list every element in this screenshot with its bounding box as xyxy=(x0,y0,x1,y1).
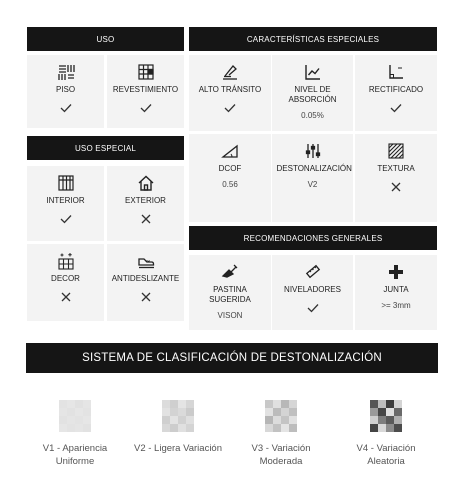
caracteristica-label: TEXTURA xyxy=(377,164,415,173)
check-icon xyxy=(223,101,237,115)
uso-especial-header: USO ESPECIAL xyxy=(27,136,184,160)
uso-especial-exterior xyxy=(107,166,184,241)
tile-swatch xyxy=(59,400,67,408)
recomendaciones-header: RECOMENDACIONES GENERALES xyxy=(189,226,437,250)
uso-revestimiento xyxy=(107,55,184,128)
cross-icon xyxy=(59,290,73,304)
tile-swatch xyxy=(273,416,281,424)
caracteristica-rectificado xyxy=(355,55,437,131)
dcof-slope-icon xyxy=(221,142,239,160)
check-icon xyxy=(139,101,153,115)
tile-swatch xyxy=(170,400,178,408)
tile-swatch xyxy=(67,424,75,432)
caracteristica-label: DESTONALIZACIÓN xyxy=(276,164,352,173)
caracteristica-value: V2 xyxy=(307,180,318,189)
uso-especial-label: DECOR xyxy=(51,274,80,283)
tile-swatch xyxy=(162,424,170,432)
tile-swatch xyxy=(186,400,194,408)
tile-swatch xyxy=(59,424,67,432)
recomendacion-junta xyxy=(355,255,437,330)
caracteristica-textura xyxy=(355,134,437,222)
tile-swatch xyxy=(281,424,289,432)
tile-swatch xyxy=(386,424,394,432)
tile-swatch xyxy=(67,416,75,424)
high-traffic-icon xyxy=(221,63,239,81)
tile-swatch xyxy=(370,408,378,416)
check-icon xyxy=(59,212,73,226)
tile-swatch xyxy=(394,400,402,408)
shade-level-v1 xyxy=(26,376,124,468)
plus-joint-icon xyxy=(387,263,405,281)
recomendacion-label: PASTINA SUGERIDA xyxy=(209,285,251,304)
tile-swatch xyxy=(289,400,297,408)
recomendacion-niveladores xyxy=(272,255,353,330)
shade-level-v4 xyxy=(337,376,435,468)
tile-swatch xyxy=(75,408,83,416)
shade-level-name: V1 - Apariencia Uniforme xyxy=(42,443,108,467)
recomendacion-value: >= 3mm xyxy=(381,301,411,310)
shade-level-name: V2 - Ligera Variación xyxy=(133,443,222,454)
recomendacion-pastina xyxy=(189,255,271,330)
leveler-icon xyxy=(304,263,322,281)
uso-especial-antideslizante xyxy=(107,244,184,321)
tile-swatch xyxy=(370,416,378,424)
shade-level-v2 xyxy=(129,376,227,455)
v1-tile-grid-icon xyxy=(59,400,91,432)
tile-swatch xyxy=(83,424,91,432)
caracteristica-label: ALTO TRÁNSITO xyxy=(198,85,262,94)
caracteristica-nivel-absorcion xyxy=(272,55,353,131)
caracteristica-value: 0.56 xyxy=(222,180,238,189)
tile-swatch xyxy=(289,408,297,416)
tile-swatch xyxy=(378,416,386,424)
tile-swatch xyxy=(394,424,402,432)
tile-swatch xyxy=(370,424,378,432)
tile-swatch xyxy=(370,400,378,408)
recomendacion-label: JUNTA xyxy=(383,285,409,294)
tile-swatch xyxy=(170,408,178,416)
tile-swatch xyxy=(162,416,170,424)
check-icon xyxy=(389,101,403,115)
check-icon xyxy=(59,101,73,115)
uso-piso xyxy=(27,55,104,128)
tile-swatch xyxy=(170,416,178,424)
tile-swatch xyxy=(178,408,186,416)
caracteristica-label: RECTIFICADO xyxy=(368,85,424,94)
shade-level-name: V4 - Variación Aleatoria xyxy=(356,443,416,467)
tile-swatch xyxy=(273,424,281,432)
tile-swatch xyxy=(394,408,402,416)
rectified-angle-icon xyxy=(387,63,405,81)
shade-level-name: V3 - Variación Moderada xyxy=(251,443,311,467)
tile-swatch xyxy=(162,400,170,408)
tile-swatch xyxy=(83,408,91,416)
sistema-title: SISTEMA DE CLASIFICACIÓN DE DESTONALIZACIÓN xyxy=(26,343,438,373)
tile-swatch xyxy=(75,416,83,424)
uso-especial-interior xyxy=(27,166,104,241)
tile-swatch xyxy=(67,408,75,416)
tile-swatch xyxy=(75,400,83,408)
tile-swatch xyxy=(289,416,297,424)
tile-swatch xyxy=(178,400,186,408)
tile-swatch xyxy=(178,424,186,432)
uso-especial-label: EXTERIOR xyxy=(125,196,166,205)
uso-especial-decor xyxy=(27,244,104,321)
caracteristica-label: DCOF xyxy=(218,164,242,173)
sliders-icon xyxy=(304,142,322,160)
uso-especial-label: INTERIOR xyxy=(46,196,85,205)
recomendacion-label: NIVELADORES xyxy=(284,285,341,294)
tile-swatch xyxy=(265,400,273,408)
tile-swatch xyxy=(75,424,83,432)
tile-swatch xyxy=(273,408,281,416)
wall-cladding-icon xyxy=(137,63,155,81)
tile-swatch xyxy=(386,416,394,424)
tile-swatch xyxy=(281,416,289,424)
uso-label: PISO xyxy=(55,85,76,94)
uso-especial-label: ANTIDESLIZANTE xyxy=(111,274,180,283)
v4-tile-grid-icon xyxy=(370,400,402,432)
tile-swatch xyxy=(67,400,75,408)
tile-swatch xyxy=(378,400,386,408)
tile-swatch xyxy=(378,424,386,432)
shade-level-v3 xyxy=(232,376,330,468)
tile-swatch xyxy=(281,408,289,416)
caracteristica-value: 0.05% xyxy=(301,111,324,120)
tile-swatch xyxy=(170,424,178,432)
tile-swatch xyxy=(394,416,402,424)
tile-swatch xyxy=(186,416,194,424)
tile-swatch xyxy=(186,424,194,432)
decor-sparkle-icon xyxy=(57,252,75,270)
caracteristica-destonalizacion xyxy=(272,134,353,222)
tile-swatch xyxy=(162,408,170,416)
tile-swatch xyxy=(265,416,273,424)
tile-swatch xyxy=(83,416,91,424)
tile-swatch xyxy=(59,408,67,416)
tile-swatch xyxy=(178,416,186,424)
trowel-icon xyxy=(221,263,239,281)
tile-swatch xyxy=(265,424,273,432)
tile-swatch xyxy=(289,424,297,432)
floor-grid-icon xyxy=(57,63,75,81)
cross-icon xyxy=(139,290,153,304)
interior-wall-icon xyxy=(57,174,75,192)
absorption-chart-icon xyxy=(304,63,322,81)
uso-label: REVESTIMIENTO xyxy=(112,85,179,94)
tile-swatch xyxy=(265,408,273,416)
caracteristica-dcof xyxy=(189,134,271,222)
tile-swatch xyxy=(186,408,194,416)
check-icon xyxy=(306,301,320,315)
tile-swatch xyxy=(386,400,394,408)
recomendacion-value: VISON xyxy=(217,311,243,320)
tile-swatch xyxy=(386,408,394,416)
tile-swatch xyxy=(59,416,67,424)
texture-icon xyxy=(387,142,405,160)
v2-tile-grid-icon xyxy=(162,400,194,432)
caracteristica-alto-transito xyxy=(189,55,271,131)
house-icon xyxy=(137,174,155,192)
uso-header: USO xyxy=(27,27,184,51)
tile-swatch xyxy=(281,400,289,408)
caracteristicas-header: CARACTERÍSTICAS ESPECIALES xyxy=(189,27,437,51)
cross-icon xyxy=(139,212,153,226)
tile-swatch xyxy=(273,400,281,408)
v3-tile-grid-icon xyxy=(265,400,297,432)
caracteristica-label: NIVEL DE ABSORCIÓN xyxy=(288,85,337,104)
tile-swatch xyxy=(83,400,91,408)
shoe-icon xyxy=(137,252,155,270)
tile-swatch xyxy=(378,408,386,416)
cross-icon xyxy=(389,180,403,194)
